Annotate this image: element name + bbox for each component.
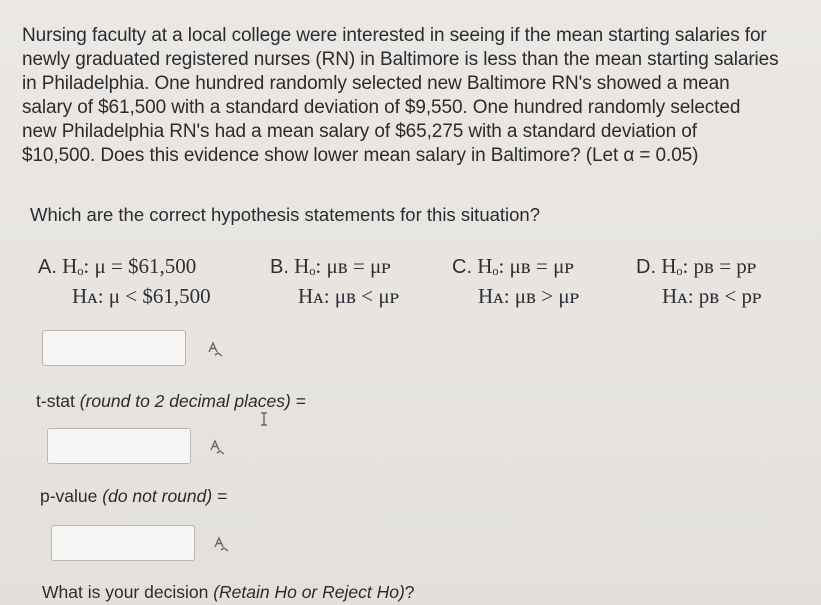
option-letter: D. bbox=[636, 256, 656, 278]
tstat-label-prefix: t-stat bbox=[36, 391, 80, 411]
problem-line: Nursing faculty at a local college were interested in seeing if the mean starting salaries for bbox=[22, 25, 767, 46]
pvalue-label-prefix: p-value bbox=[40, 486, 103, 506]
tstat-label-suffix: = bbox=[290, 391, 306, 411]
spellcheck-icon[interactable] bbox=[208, 438, 226, 456]
option-d bbox=[636, 252, 762, 311]
option-c bbox=[452, 252, 579, 311]
spellcheck-icon[interactable] bbox=[212, 535, 230, 553]
pvalue-input[interactable] bbox=[51, 525, 195, 561]
pvalue-label bbox=[40, 486, 227, 507]
option-null-hypothesis: Hₒ: pʙ = pᴘ bbox=[661, 254, 757, 278]
option-b bbox=[270, 252, 399, 311]
option-null-hypothesis: Hₒ: μʙ = μᴘ bbox=[294, 254, 391, 278]
option-null-hypothesis: Hₒ: μʙ = μᴘ bbox=[477, 254, 574, 278]
problem-line: $10,500. Does this evidence show lower mean salary in Baltimore? (Let α = 0.05) bbox=[22, 145, 699, 166]
tstat-label-hint: (round to 2 decimal places) bbox=[79, 391, 291, 411]
hypothesis-question: Which are the correct hypothesis statements for this situation? bbox=[30, 204, 541, 225]
option-alt-hypothesis: Hᴀ: μʙ > μᴘ bbox=[478, 284, 580, 308]
problem-line: salary of $61,500 with a standard deviation of $9,550. One hundred randomly selected bbox=[22, 97, 741, 118]
decision-label-suffix: ? bbox=[404, 582, 415, 602]
option-alt-hypothesis: Hᴀ: μ < $61,500 bbox=[72, 284, 211, 308]
problem-line: new Philadelphia RN's had a mean salary of $65,275 with a standard deviation of bbox=[22, 121, 697, 142]
tstat-label bbox=[36, 391, 306, 412]
option-alt-hypothesis: Hᴀ: pʙ < pᴘ bbox=[662, 284, 762, 308]
option-alt-hypothesis: Hᴀ: μʙ < μᴘ bbox=[298, 284, 400, 308]
decision-label-prefix: What is your decision bbox=[42, 582, 214, 602]
option-letter: B. bbox=[270, 256, 289, 278]
problem-line: newly graduated registered nurses (RN) in Baltimore is less than the mean starting salaries bbox=[22, 49, 779, 70]
decision-label-hint: (Retain Ho or Reject Ho) bbox=[213, 582, 405, 602]
option-letter: C. bbox=[452, 256, 472, 278]
problem-statement bbox=[22, 24, 807, 168]
text-cursor-icon bbox=[258, 412, 270, 426]
option-null-hypothesis: Hₒ: μ = $61,500 bbox=[62, 254, 197, 278]
pvalue-label-hint: (do not round) bbox=[102, 486, 213, 506]
tstat-input[interactable] bbox=[47, 428, 191, 464]
option-letter: A. bbox=[38, 256, 57, 278]
option-a bbox=[38, 252, 211, 311]
pvalue-label-suffix: = bbox=[212, 486, 228, 506]
problem-line: in Philadelphia. One hundred randomly selected new Baltimore RN's showed a mean bbox=[22, 73, 730, 94]
spellcheck-icon[interactable] bbox=[206, 340, 224, 358]
hypothesis-answer-input[interactable] bbox=[42, 330, 186, 366]
decision-label bbox=[42, 582, 415, 603]
